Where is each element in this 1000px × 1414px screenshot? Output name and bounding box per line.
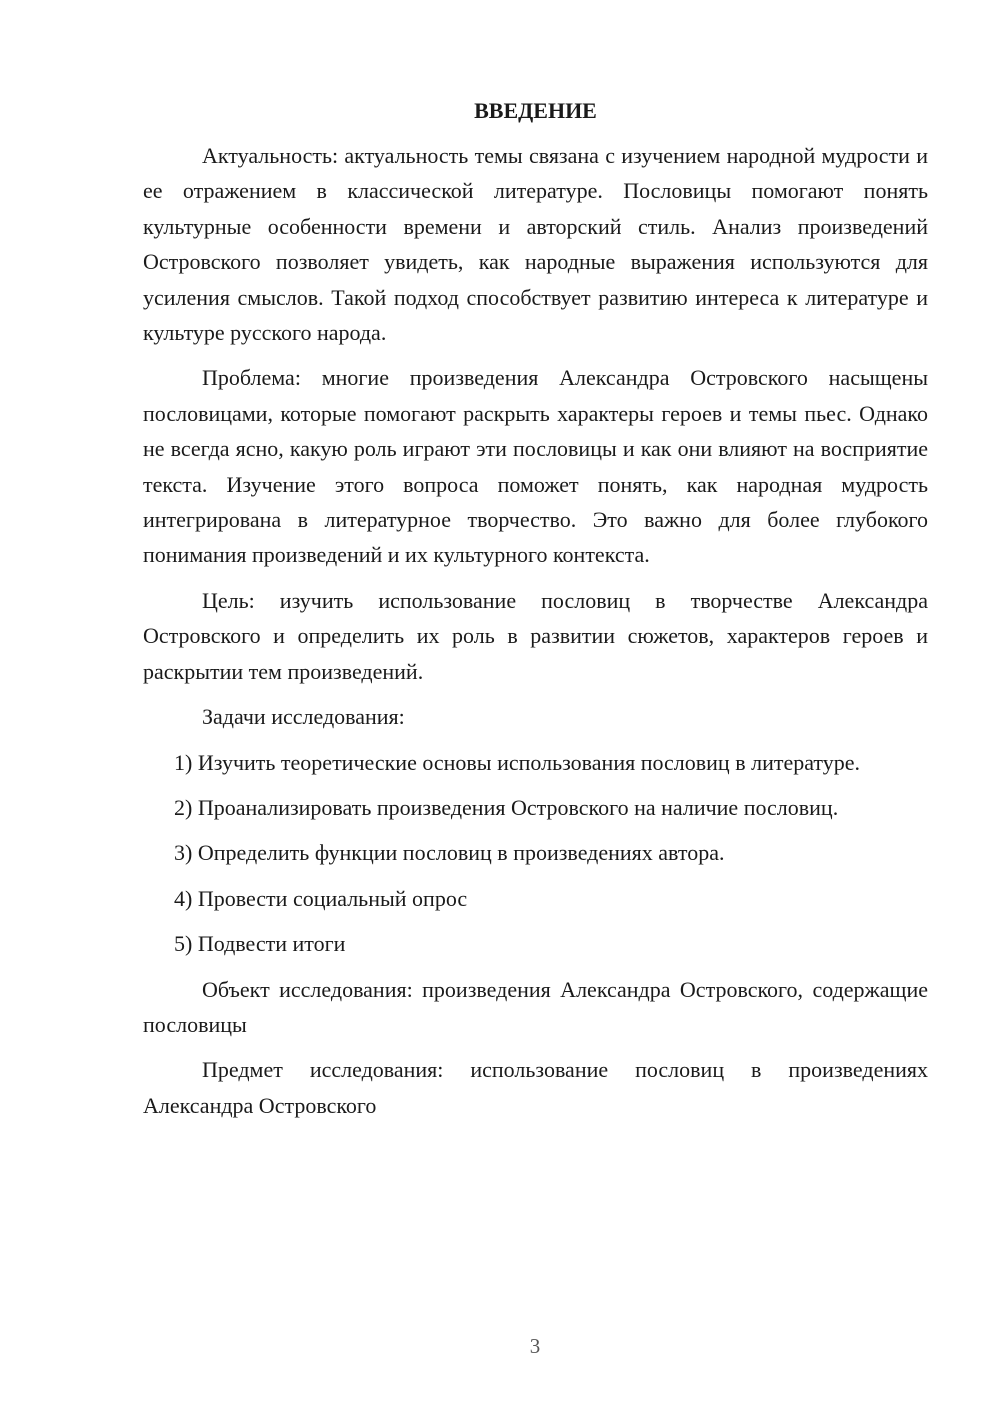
subject-paragraph: Предмет исследования: использование пословиц в произведениях Александра Островского [143,1057,928,1118]
task-item-2: 2) Проанализировать произведения Островского на наличие пословиц. [174,794,839,820]
object-paragraph: Объект исследования: произведения Александра Островского, содержащие пословицы [143,976,928,1037]
task-item-5: 5) Подвести итоги [174,931,346,957]
task-item-3: 3) Определить функции пословиц в произведениях автора. [174,840,725,866]
section-heading: ВВЕДЕНИЕ [474,98,597,123]
relevance-paragraph: Актуальность: актуальность темы связана с изучением народной мудрости и ее отражением в классической литературе. Пословицы помогают понять культурные особенности времени и авторский стиль. Анализ произведений Островского позволяет увидеть, как народные выражения используются для усиления смыслов. Такой подход способствует развитию интереса к литературе и культуре русского народа. [143,143,928,346]
problem-paragraph: Проблема: многие произведения Александра Островского насыщены пословицами, которые помогают раскрыть характеры героев и темы пьес. Однако не всегда ясно, какую роль играют эти пословицы и как они влияют на восприятие текста. Изучение этого вопроса поможет понять, как народная мудрость интегрирована в литературное творчество. Это важно для более глубокого понимания произведений и их культурного контекста. [143,365,928,568]
task-item-1: 1) Изучить теоретические основы использования пословиц в литературе. [174,749,861,775]
goal-paragraph: Цель: изучить использование пословиц в творчестве Александра Островского и определить их роль в развитии сюжетов, характеров героев и раскрытии тем произведений. [143,587,928,684]
task-item-4: 4) Провести социальный опрос [174,885,468,911]
page-content [143,94,928,1133]
tasks-intro: Задачи исследования: [202,704,405,730]
page-number: 3 [529,1334,541,1358]
